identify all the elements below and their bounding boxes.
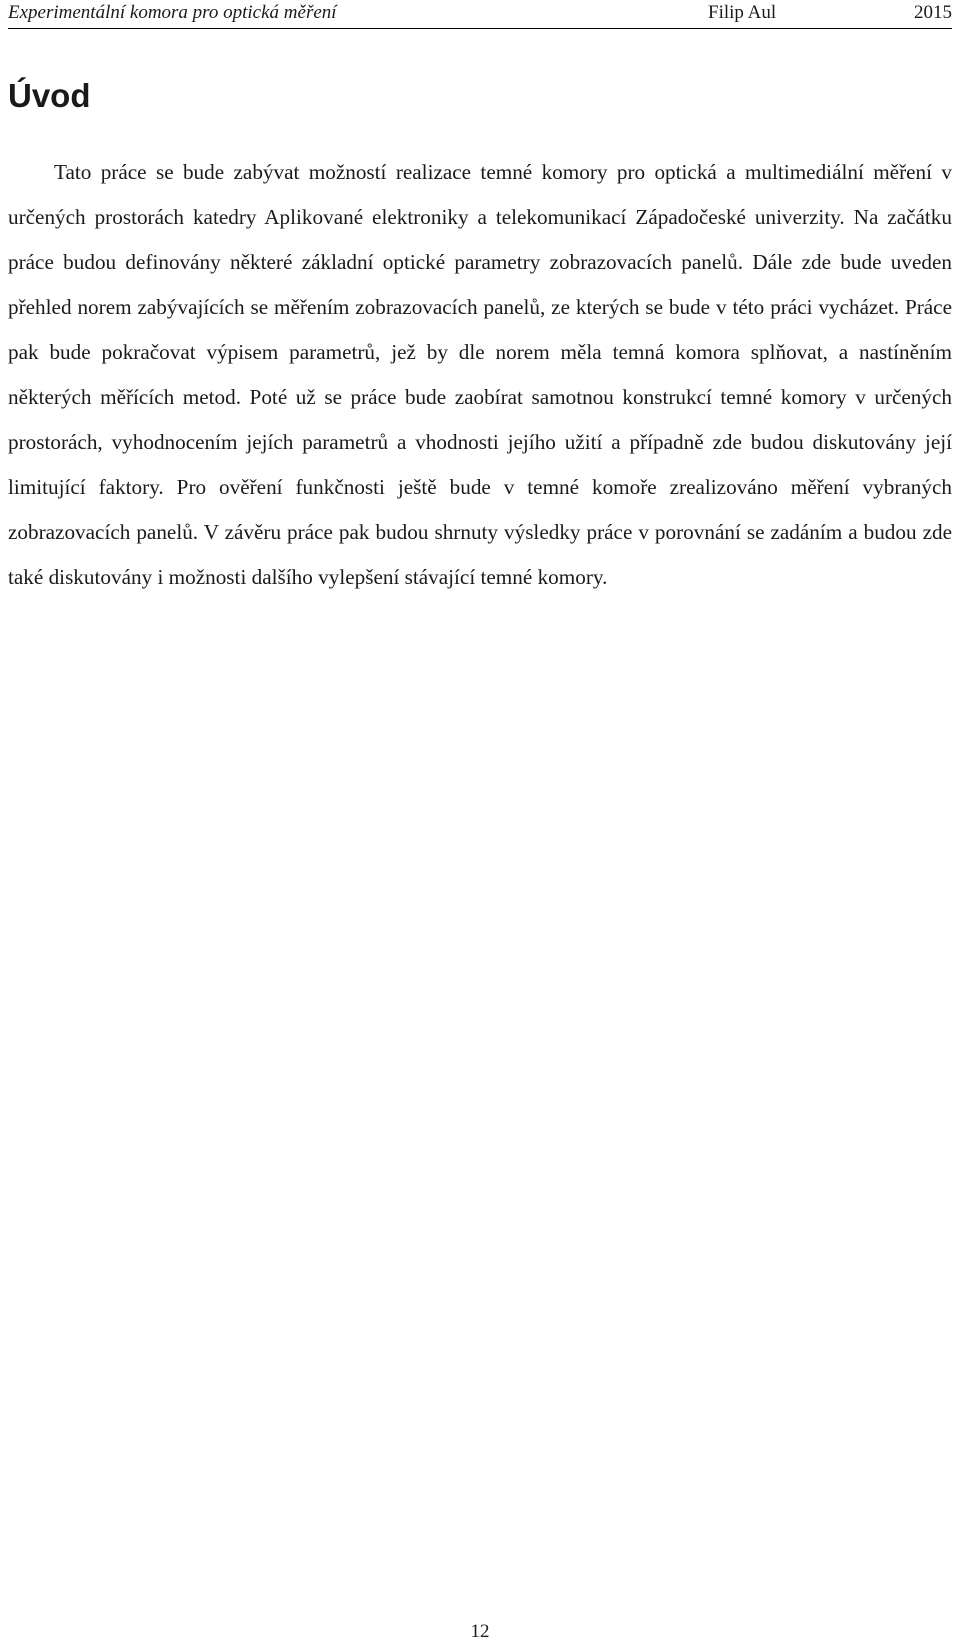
header-title: Experimentální komora pro optická měření [8, 2, 337, 23]
header-year: 2015 [914, 2, 952, 23]
body-paragraph: Tato práce se bude zabývat možností realizace temné komory pro optická a multimediální měření v určených prostorách katedry Aplikované elektroniky a telekomunikací Západočeské univerzity. Na začátku práce budou definovány některé základní optické parametry zobrazovacích panelů. Dále zde bude uveden přehled norem zabývajících se měřením zobrazovacích panelů, ze kterých se bude v této práci vycházet. Práce pak bude pokračovat výpisem parametrů, jež by dle norem měla temná komora splňovat, a nastíněním některých měřících metod. Poté už se práce bude zaobírat samotnou konstrukcí temné komory v určených prostorách, vyhodnocením jejích parametrů a vhodnosti jejího užití a případně zde budou diskutovány její limitující faktory. Pro ověření funkčnosti ještě bude v temné komoře zrealizováno měření vybraných zobrazovacích panelů. V závěru práce pak budou shrnuty výsledky práce v porovnání se zadáním a budou zde také diskutovány i možnosti dalšího vylepšení stávající temné komory. [8, 160, 952, 589]
page-number: 12 [470, 1621, 490, 1642]
header-author: Filip Aul [708, 2, 777, 23]
page-header [8, 0, 952, 29]
section-heading: Úvod [8, 77, 91, 114]
